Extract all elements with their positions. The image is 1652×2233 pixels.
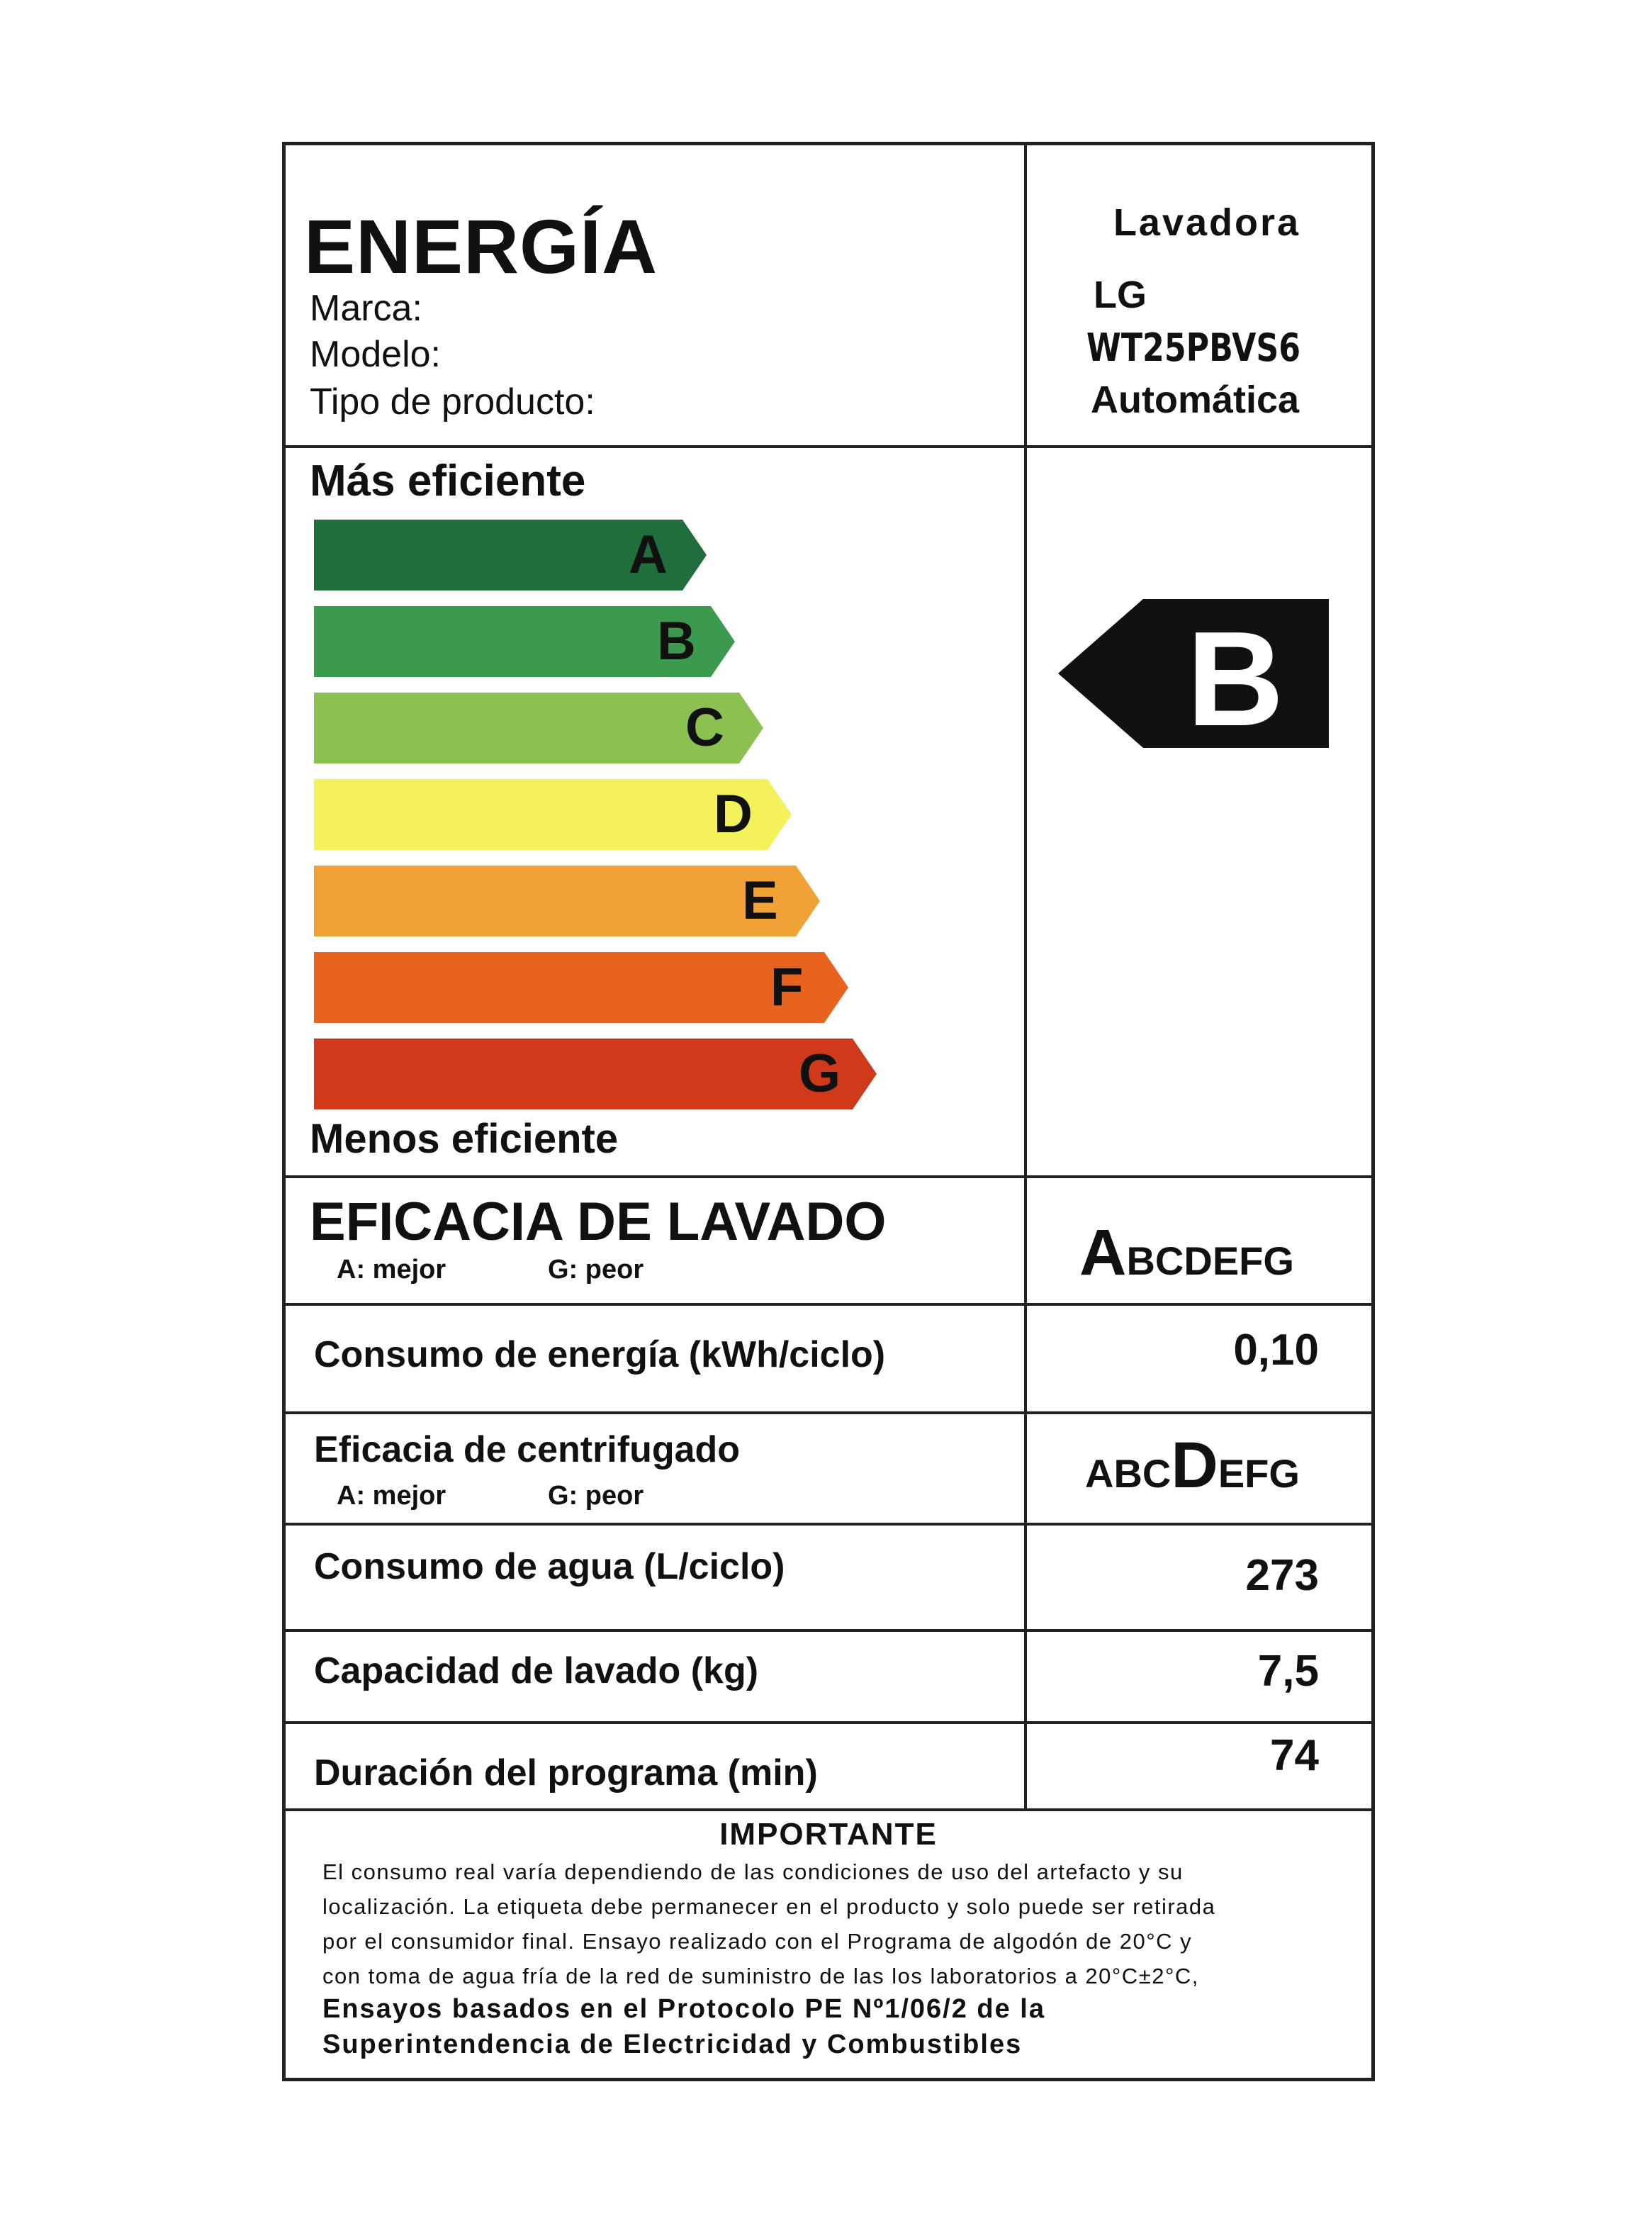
important-line: con toma de agua fría de la red de suministro de las los laboratorios a 20°C±2°C, — [322, 1964, 1199, 1988]
rating-arrow — [1058, 599, 1334, 748]
energy-class-bar-f — [314, 952, 848, 1023]
grade-b: B — [1113, 1451, 1142, 1496]
product-type-value: Automática — [1091, 379, 1300, 421]
divider — [286, 1303, 1371, 1306]
grade-c: C — [1142, 1451, 1171, 1496]
important-title: IMPORTANTE — [719, 1817, 938, 1852]
category-value: Lavadora — [1113, 201, 1301, 244]
least-efficient-label: Menos eficiente — [310, 1116, 619, 1162]
wash-efficacy-title: EFICACIA DE LAVADO — [310, 1192, 887, 1252]
energy-consumption-label: Consumo de energía (kWh/ciclo) — [314, 1334, 886, 1375]
grade-f: F — [1239, 1238, 1264, 1283]
wash-capacity-value: 7,5 — [1257, 1647, 1319, 1696]
grade-c: C — [1154, 1238, 1184, 1283]
energy-class-letter-d: D — [714, 784, 753, 844]
energy-class-bar-shape — [314, 1039, 877, 1109]
wash-best-label: A: mejor — [337, 1255, 446, 1285]
divider — [286, 1411, 1371, 1414]
model-label: Modelo: — [310, 334, 441, 375]
wash-worst-label: G: peor — [548, 1255, 644, 1285]
grade-d: D — [1184, 1238, 1213, 1283]
rating-letter: B — [1186, 604, 1284, 748]
spin-best-label: A: mejor — [337, 1481, 446, 1511]
energy-class-letter-a: A — [629, 525, 668, 585]
energy-class-letter-f: F — [770, 957, 804, 1017]
important-line: localización. La etiqueta debe permanecer en el producto y solo puede ser retirada — [322, 1894, 1216, 1919]
water-consumption-value: 273 — [1245, 1551, 1319, 1600]
program-duration-label: Duración del programa (min) — [314, 1752, 818, 1793]
grade-e: E — [1212, 1238, 1240, 1283]
brand-value: LG — [1094, 274, 1147, 316]
energy-consumption-value: 0,10 — [1233, 1326, 1319, 1375]
divider — [286, 1808, 1371, 1811]
energy-class-bar-g — [314, 1039, 877, 1109]
energy-class-letter-c: C — [685, 698, 724, 758]
divider — [286, 1721, 1371, 1724]
most-efficient-label: Más eficiente — [310, 457, 586, 505]
program-duration-value: 74 — [1270, 1731, 1319, 1780]
energy-class-bar-shape — [314, 952, 848, 1023]
grade-f: F — [1244, 1451, 1269, 1496]
product-type-label: Tipo de producto: — [310, 381, 595, 422]
label-title: ENERGÍA — [304, 203, 658, 289]
important-protocol-line: Ensayos basados en el Protocolo PE Nº1/06/2 de la — [322, 1994, 1046, 2024]
spin-worst-label: G: peor — [548, 1481, 644, 1511]
important-protocol-line: Superintendencia de Electricidad y Combustibles — [322, 2030, 1023, 2059]
brand-label: Marca: — [310, 288, 422, 329]
grade-e: E — [1218, 1451, 1245, 1496]
wash-efficacy-grades — [1079, 1216, 1294, 1290]
divider — [286, 1175, 1371, 1178]
energy-class-letter-e: E — [742, 871, 778, 931]
divider — [286, 1523, 1371, 1526]
divider — [286, 1629, 1371, 1632]
wash-capacity-label: Capacidad de lavado (kg) — [314, 1650, 759, 1691]
grade-g: G — [1269, 1451, 1300, 1496]
spin-efficacy-grades — [1085, 1428, 1300, 1503]
grade-d: D — [1171, 1429, 1218, 1501]
grade-a: A — [1085, 1451, 1114, 1496]
column-divider — [1024, 145, 1027, 1811]
spin-efficacy-label: Eficacia de centrifugado — [314, 1429, 741, 1470]
energy-label — [282, 142, 1375, 2081]
grade-b: B — [1126, 1238, 1155, 1283]
important-line: El consumo real varía dependiendo de las condiciones de uso del artefacto y su — [322, 1859, 1184, 1884]
grade-a: A — [1079, 1216, 1127, 1289]
grade-g: G — [1263, 1238, 1294, 1283]
important-line: por el consumidor final. Ensayo realizado con el Programa de algodón de 20°C y — [322, 1929, 1193, 1954]
divider — [286, 445, 1371, 448]
model-value: WT25PBVS6 — [1086, 325, 1301, 370]
energy-class-letter-g: G — [799, 1043, 841, 1104]
energy-class-letter-b: B — [657, 611, 696, 671]
water-consumption-label: Consumo de agua (L/ciclo) — [314, 1546, 785, 1587]
